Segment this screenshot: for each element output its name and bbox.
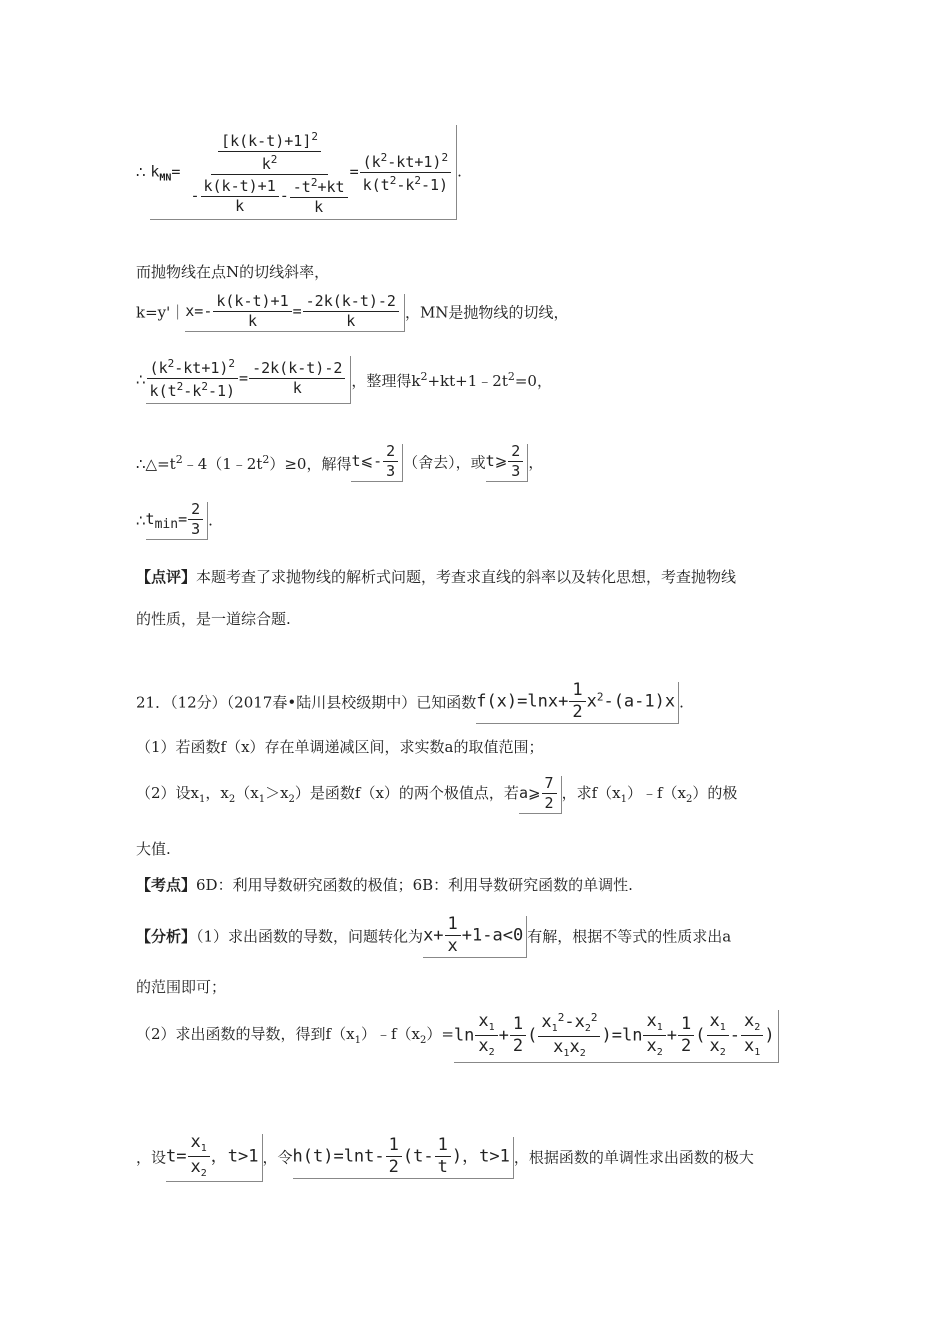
eq-kmn-bot-b-num-text: -t xyxy=(292,178,311,196)
d-t2d: 3 xyxy=(511,462,521,480)
eq-kmn-top-num-text: [k(k-t)+1] xyxy=(221,132,312,150)
p-eq: = xyxy=(611,1025,622,1046)
eq-slope-f1-den: k xyxy=(247,312,257,330)
pc: ）= xyxy=(426,1025,454,1043)
p2s1: 1 xyxy=(199,793,206,805)
eq-equal-f1-num xyxy=(147,358,239,379)
l-h: h(t)=lnt- xyxy=(292,1146,385,1167)
e-n2s: 2 xyxy=(228,357,236,370)
eq-equal-eq: = xyxy=(239,369,249,387)
p-fr4d xyxy=(710,1036,726,1058)
eq-kmn-bot-b-num xyxy=(290,177,348,198)
eq-delta-end: ， xyxy=(528,453,544,472)
tangent-intro: 而抛物线在点N的切线斜率， xyxy=(136,263,330,281)
q21-p2 xyxy=(136,776,737,814)
r-d3: -1) xyxy=(421,175,449,194)
p-a2: x xyxy=(574,1012,585,1032)
p-hd2: 2 xyxy=(681,1036,692,1056)
p-fr2n xyxy=(538,1012,600,1037)
fx-fr xyxy=(445,916,461,955)
pb: ）﹣f（x xyxy=(360,1025,420,1043)
p-a1i: 1 xyxy=(551,1023,558,1034)
r-d1: k(t xyxy=(362,175,390,194)
p-ln2: ln xyxy=(621,1025,643,1046)
eq-slope xyxy=(136,294,568,332)
fx-d: x xyxy=(447,936,458,956)
comment-line1 xyxy=(136,570,736,585)
eq-kmn-bot-a xyxy=(201,176,279,215)
tmin-dot: . xyxy=(208,511,213,530)
fx-b: +1-a<0 xyxy=(461,925,524,946)
eq-kmn-top-num xyxy=(218,131,321,152)
e-d1: k(t xyxy=(149,382,177,400)
eq-kmn-bot-a-den: k xyxy=(235,196,245,215)
tmin-eq: = xyxy=(178,510,188,528)
eq-kmn-bot-b-sup: 2 xyxy=(310,176,318,189)
fenxi-a: （1）求出函数的导数，问题转化为 xyxy=(196,927,424,946)
fx-a: x+ xyxy=(423,925,444,946)
tmin-sub: min xyxy=(154,517,179,532)
part2-lead xyxy=(136,1025,454,1046)
fenxi-expr-box xyxy=(423,916,527,958)
l-frd xyxy=(191,1157,207,1179)
p-fr1d xyxy=(478,1036,494,1058)
eq-kmn-lhs-sub: MN xyxy=(159,172,172,184)
eq-tmin-box xyxy=(146,502,209,540)
l-half xyxy=(386,1137,402,1176)
p2s4: 2 xyxy=(288,793,295,805)
cond-a: a⩾ xyxy=(518,784,541,802)
eq-slope-f1 xyxy=(213,294,291,329)
tmin-d: 3 xyxy=(191,520,201,538)
p-x1: x xyxy=(478,1011,489,1031)
e-n2: -kt+1) xyxy=(174,359,229,377)
q21-function-box xyxy=(476,682,679,724)
kaodian xyxy=(136,878,633,893)
eq-kmn-minus-b: - xyxy=(279,186,289,205)
r-d2: -k xyxy=(396,175,415,194)
d-t1-fr xyxy=(383,444,398,479)
eq-slope-box xyxy=(185,294,405,332)
p-b1: x xyxy=(553,1037,564,1057)
eq-delta-mid: （舍去），或 xyxy=(403,453,486,472)
p-e2i: 1 xyxy=(754,1047,761,1058)
p-c1i: 1 xyxy=(656,1022,663,1033)
e-d3: -1) xyxy=(207,382,236,400)
p-open2: ( xyxy=(695,1025,706,1046)
p2g: ）﹣f（x xyxy=(626,783,686,802)
eq-equal-f1 xyxy=(147,358,239,399)
eq-equal-prefix: ∴ xyxy=(136,370,146,389)
p-fr1n xyxy=(475,1013,497,1036)
eq-kmn-dot: . xyxy=(457,162,462,181)
p-plus: + xyxy=(498,1025,509,1046)
l-id: t xyxy=(437,1157,448,1177)
eq-kmn-minus-a: - xyxy=(190,186,200,205)
eq-kmn-eq: = xyxy=(171,162,181,181)
pa: （2）求出函数的导数，得到f（x xyxy=(136,1025,355,1043)
comment-text1: 本题考查了求抛物线的解析式问题，考查求直线的斜率以及转化思想，考查抛物线 xyxy=(196,568,737,586)
q21-rest: -(a-1)x xyxy=(603,691,676,712)
l-frn xyxy=(188,1134,210,1157)
eq-kmn-bot-b-den: k xyxy=(314,198,324,216)
eq-equal-f2 xyxy=(249,361,345,396)
q21-dot: . xyxy=(679,693,684,712)
fenxi xyxy=(136,916,731,958)
t-bs: 2 xyxy=(507,370,515,383)
part2-expr-box xyxy=(454,1010,779,1063)
p-e1: x xyxy=(744,1011,755,1031)
eq-slope-lead: k=y'｜ xyxy=(136,303,186,322)
fenxi-line2: 的范围即可； xyxy=(136,978,227,996)
p-close2: ) xyxy=(764,1025,775,1046)
eq-kmn-bot-a-num: k(k-t)+1 xyxy=(201,179,279,197)
p-b2: x xyxy=(569,1037,580,1057)
q21-cond-box xyxy=(519,776,562,814)
p2s5: 1 xyxy=(620,793,627,805)
eq-kmn-box xyxy=(150,125,457,220)
eq-slope-f1-num: k(k-t)+1 xyxy=(213,294,291,312)
p-i1: 1 xyxy=(488,1022,495,1033)
eq-kmn-result-num xyxy=(360,152,452,173)
comment-line2: 的性质，是一道综合题. xyxy=(136,610,291,628)
p2h: ）的极 xyxy=(692,783,738,802)
l-i1: 1 xyxy=(200,1143,207,1154)
p2s2: 2 xyxy=(228,793,236,805)
p-fr5d xyxy=(744,1036,760,1058)
r-n2: -kt+1) xyxy=(387,152,442,171)
eq-slope-eq: = xyxy=(292,302,302,320)
eq-slope-f2-den: k xyxy=(346,312,356,330)
l-pa: (t- xyxy=(402,1146,434,1167)
q21-half xyxy=(569,682,585,721)
d-a: ∴△=t xyxy=(136,455,176,473)
p2d: ＞x xyxy=(265,783,289,802)
p-d1: x xyxy=(709,1011,720,1031)
p-d1i: 1 xyxy=(719,1022,726,1033)
l-hn: 1 xyxy=(386,1137,402,1157)
p2e: ）是函数f（x）的两个极值点，若 xyxy=(294,783,519,802)
p-e1i: 2 xyxy=(754,1022,761,1033)
p2a: （2）设x xyxy=(136,783,200,802)
t-c: =0， xyxy=(514,372,552,390)
p2s3: 1 xyxy=(258,793,266,805)
q21-p2-tail xyxy=(561,783,738,805)
p-open: ( xyxy=(527,1025,538,1046)
eq-kmn xyxy=(136,125,462,220)
l-i2: 2 xyxy=(200,1168,207,1179)
r-d1s: 2 xyxy=(389,173,397,187)
e-n1s: 2 xyxy=(167,357,175,370)
p-fr4n xyxy=(707,1013,729,1036)
eq-kmn-top-den-sup: 2 xyxy=(270,153,278,166)
r-n1s: 2 xyxy=(380,150,388,164)
p-a1: x xyxy=(541,1012,552,1032)
eq-kmn-top-fraction xyxy=(218,131,321,172)
comment-tag: 【点评】 xyxy=(136,568,197,586)
d-t2-fr xyxy=(508,444,523,479)
p-fr2 xyxy=(538,1012,600,1059)
l-cond: ，t>1 xyxy=(210,1146,259,1167)
eq-kmn-bot-b xyxy=(290,177,348,215)
ps2: 2 xyxy=(419,1035,427,1046)
p-a1s: 2 xyxy=(557,1011,565,1024)
q21-x2s: 2 xyxy=(596,690,604,704)
fenxi-b: 有解，根据不等式的性质求出a xyxy=(527,927,732,946)
eq-equal-box xyxy=(146,356,352,404)
p-fr1 xyxy=(475,1013,497,1058)
q21-p1: （1）若函数f（x）存在单调递减区间，求实数a的取值范围； xyxy=(136,738,544,756)
p-minus: - xyxy=(729,1025,741,1046)
p-a2s: 2 xyxy=(590,1011,598,1024)
p-ln: ln xyxy=(453,1025,475,1046)
eq-kmn-top-num-sup: 2 xyxy=(311,130,318,143)
t-b: +kt+1﹣2t xyxy=(427,372,508,390)
tmin-prefix: ∴ xyxy=(136,511,146,530)
p-close: ) xyxy=(601,1025,612,1046)
tmin-t: t xyxy=(145,510,155,528)
t-as: 2 xyxy=(420,370,428,383)
kaodian-tag: 【考点】 xyxy=(136,876,197,894)
p-i2: 2 xyxy=(488,1047,495,1058)
p-c2i: 2 xyxy=(656,1047,663,1058)
p-hn: 1 xyxy=(510,1016,526,1036)
therefore-symbol: ∴ xyxy=(136,163,146,181)
p-x2: x xyxy=(478,1036,489,1056)
q21-head-text: 21．（12分）（2017春•陆川县校级期中）已知函数 xyxy=(136,693,477,712)
eq-kmn-main-den xyxy=(190,175,348,215)
p-d2: x xyxy=(709,1036,720,1056)
e-d2s: 2 xyxy=(201,380,208,393)
p-d2i: 2 xyxy=(719,1047,726,1058)
q21-x2: x xyxy=(586,691,597,712)
e-d1s: 2 xyxy=(176,380,184,393)
eq-kmn-eq2: = xyxy=(349,162,359,181)
p-am: - xyxy=(564,1012,575,1032)
r-n2s: 2 xyxy=(441,150,449,164)
q21-half-n: 1 xyxy=(569,682,585,702)
eq-slope-tail: ，MN是抛物线的切线， xyxy=(404,303,569,322)
eq-equal-tail xyxy=(351,372,552,390)
l-x1: x xyxy=(190,1132,201,1152)
e-d2: -k xyxy=(183,382,202,400)
d-t2: t⩾ xyxy=(485,452,508,470)
cond-fr xyxy=(542,776,557,811)
p2c: （x xyxy=(235,783,259,802)
q21-fx: f(x)=lnx+ xyxy=(476,691,569,712)
q21-p2-lead xyxy=(136,783,519,805)
eq-kmn-result-den xyxy=(363,173,449,193)
d-c: ）≥0，解得 xyxy=(269,455,352,473)
e-n1: (k xyxy=(149,359,168,377)
d-as: 2 xyxy=(175,453,183,466)
eq-kmn-lhs: k xyxy=(150,162,160,181)
p-fr4 xyxy=(707,1013,729,1058)
p-e2: x xyxy=(744,1036,755,1056)
eq-slope-xeq: x= xyxy=(185,302,204,320)
eq-delta-t1 xyxy=(351,444,403,482)
tmin-fr xyxy=(188,502,203,537)
eq-delta-lead xyxy=(136,455,351,473)
last-line xyxy=(136,1134,754,1182)
p-hd: 2 xyxy=(512,1036,524,1056)
p-fr3 xyxy=(643,1013,665,1058)
eq-kmn-top-den xyxy=(262,152,278,172)
eq-equal-f2-num: -2k(k-t)-2 xyxy=(249,361,345,379)
kaodian-text: 6D：利用导数研究函数的极值；6B：利用导数研究函数的单调性. xyxy=(196,876,633,894)
p-plus2: + xyxy=(666,1025,677,1046)
fenxi-tag: 【分析】 xyxy=(136,927,197,946)
last-a: ，设 xyxy=(136,1148,167,1167)
d-b: ﹣4（1﹣2t xyxy=(182,455,263,473)
p-fr3d xyxy=(646,1036,662,1058)
l-hd: 2 xyxy=(388,1157,399,1177)
p2s6: 2 xyxy=(685,793,693,805)
l-in: 1 xyxy=(435,1137,451,1157)
d-bs: 2 xyxy=(262,453,270,466)
l-pb: )，t>1 xyxy=(451,1146,510,1167)
tmin-n: 2 xyxy=(188,502,203,520)
p-half xyxy=(510,1016,526,1055)
eq-equal-f1-den xyxy=(150,379,236,399)
p2b: ，x xyxy=(205,783,229,802)
eq-kmn-main-fraction xyxy=(190,129,348,215)
p-half2 xyxy=(678,1016,694,1055)
q21-p2-line2: 大值. xyxy=(136,840,171,858)
eq-slope-f2-num: -2k(k-t)-2 xyxy=(303,294,399,312)
last-b: ，令 xyxy=(262,1148,293,1167)
q21-head xyxy=(136,682,684,724)
q21-half-d: 2 xyxy=(572,702,583,722)
d-t1n: 2 xyxy=(383,444,398,462)
l-inv xyxy=(435,1137,451,1176)
last-t-box xyxy=(166,1134,262,1182)
t-a: ，整理得k xyxy=(351,372,421,390)
p2f: ，求f（x xyxy=(561,783,621,802)
p-fr5 xyxy=(741,1013,763,1058)
fx-n: 1 xyxy=(445,916,461,936)
eq-kmn-top-den-text: k xyxy=(261,155,271,173)
eq-kmn-result xyxy=(360,152,452,193)
eq-slope-neg: - xyxy=(203,302,213,320)
p-b2i: 2 xyxy=(579,1048,586,1059)
eq-tmin xyxy=(136,502,213,540)
p-c2: x xyxy=(646,1036,657,1056)
l-fr xyxy=(188,1134,210,1179)
eq-delta-t2 xyxy=(486,444,529,482)
p-b1i: 1 xyxy=(563,1048,570,1059)
eq-equal-f2-den: k xyxy=(292,379,302,397)
eq-delta xyxy=(136,444,543,482)
last-h-box xyxy=(293,1137,514,1179)
p-hn2: 1 xyxy=(678,1016,694,1036)
r-d2s: 2 xyxy=(414,173,421,187)
eq-equal xyxy=(136,356,552,404)
last-c: ，根据函数的单调性求出函数的极大 xyxy=(513,1148,754,1167)
part2 xyxy=(136,1010,779,1063)
r-n1: (k xyxy=(362,152,381,171)
cond-n: 7 xyxy=(542,776,557,794)
d-t1d: 3 xyxy=(386,462,396,480)
p-fr2d xyxy=(553,1037,586,1059)
p-fr5n xyxy=(741,1013,763,1036)
p-a2i: 2 xyxy=(584,1023,591,1034)
eq-kmn-bot-b-tail: +kt xyxy=(317,178,345,196)
eq-kmn-main-num xyxy=(211,129,328,175)
ps1: 1 xyxy=(354,1035,361,1046)
p-fr3n xyxy=(643,1013,665,1036)
l-x2: x xyxy=(190,1157,201,1177)
eq-slope-f2 xyxy=(303,294,399,329)
d-t2n: 2 xyxy=(508,444,523,462)
l-teq: t= xyxy=(166,1146,187,1167)
d-t1: t⩽- xyxy=(351,452,383,470)
cond-d: 2 xyxy=(544,794,554,812)
p-c1: x xyxy=(646,1011,657,1031)
